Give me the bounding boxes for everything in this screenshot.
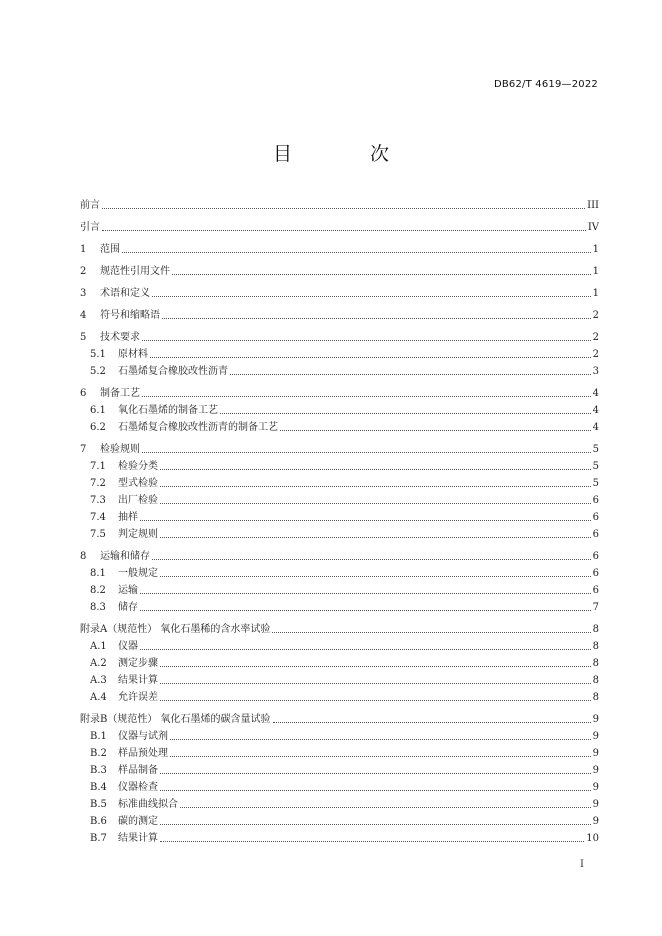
toc-entry-page: 6 <box>592 529 599 540</box>
toc-entry[interactable] <box>80 310 599 321</box>
toc-entry-number: B.6 <box>90 816 107 827</box>
toc-leader-dots <box>102 208 585 209</box>
toc-entry-label: 范围 <box>100 244 120 255</box>
toc-entry[interactable] <box>80 765 599 776</box>
toc-entry[interactable] <box>80 816 599 827</box>
toc-entry-number: B.7 <box>90 833 107 844</box>
toc-entry-number: 6.1 <box>90 405 106 416</box>
toc-entry-number: 6.2 <box>90 422 106 433</box>
toc-entry-number: 7.1 <box>90 461 106 472</box>
toc-entry-page: 6 <box>592 585 599 596</box>
toc-entry-label: 碳的测定 <box>118 816 158 827</box>
toc-entry-number: 8.3 <box>90 602 106 613</box>
toc-entry-page: 9 <box>592 799 599 810</box>
toc-entry-page: 2 <box>592 310 599 321</box>
toc-entry-label: 判定规则 <box>118 529 158 540</box>
toc-leader-dots <box>160 666 591 667</box>
toc-leader-dots <box>160 469 591 470</box>
toc-entry[interactable] <box>80 200 599 211</box>
toc-entry[interactable] <box>80 551 599 562</box>
toc-leader-dots <box>160 841 584 842</box>
toc-entry-number: 7.2 <box>90 478 106 489</box>
toc-entry[interactable] <box>80 714 599 725</box>
toc-entry[interactable] <box>80 495 599 506</box>
toc-entry-page: 8 <box>592 658 599 669</box>
toc-leader-dots <box>152 296 591 297</box>
toc-entry-label: 前言 <box>80 200 100 211</box>
toc-entry-label: 原材料 <box>118 349 148 360</box>
toc-entry-label: 石墨烯复合橡胶改性沥青的制备工艺 <box>118 422 278 433</box>
toc-leader-dots <box>162 318 591 319</box>
toc-entry-page: 9 <box>592 714 599 725</box>
toc-leader-dots <box>230 374 591 375</box>
toc-entry-number: 3 <box>80 288 87 299</box>
toc-leader-dots <box>272 632 590 633</box>
toc-entry-label: 型式检验 <box>118 478 158 489</box>
toc-entry-page: 6 <box>592 551 599 562</box>
toc-leader-dots <box>160 503 591 504</box>
toc-entry-page: III <box>587 200 599 211</box>
toc-entry-number: 7.3 <box>90 495 106 506</box>
toc-entry-label: 制备工艺 <box>100 388 140 399</box>
toc-entry-number: 5.1 <box>90 349 106 360</box>
toc-leader-dots <box>160 576 591 577</box>
toc-entry[interactable] <box>80 405 599 416</box>
toc-entry-label: 储存 <box>118 602 138 613</box>
toc-entry-page: 8 <box>592 675 599 686</box>
toc-entry[interactable] <box>80 585 599 596</box>
toc-entry-label: 附录B（规范性） 氧化石墨烯的碳含量试验 <box>80 714 271 725</box>
toc-entry-page: 4 <box>592 422 599 433</box>
toc-entry-number: A.1 <box>90 641 107 652</box>
toc-leader-dots <box>142 396 591 397</box>
toc-entry-number: 5 <box>80 332 87 343</box>
toc-entry[interactable] <box>80 833 599 844</box>
toc-leader-dots <box>220 413 591 414</box>
toc-entry[interactable] <box>80 512 599 523</box>
toc-entry-page: 1 <box>592 244 599 255</box>
toc-entry-page: 9 <box>592 731 599 742</box>
toc-entry-page: 5 <box>592 478 599 489</box>
toc-entry-page: 9 <box>592 748 599 759</box>
toc-leader-dots <box>140 593 591 594</box>
toc-entry-label: 测定步骤 <box>118 658 158 669</box>
toc-entry-label: 抽样 <box>118 512 138 523</box>
toc-entry-number: A.4 <box>90 692 107 703</box>
toc-entry[interactable] <box>80 444 599 455</box>
toc-entry-number: 2 <box>80 266 87 277</box>
toc-entry-number: 7.4 <box>90 512 106 523</box>
toc-entry[interactable] <box>80 266 599 277</box>
toc-entry[interactable] <box>80 782 599 793</box>
toc-leader-dots <box>180 807 591 808</box>
toc-entry-page: 7 <box>592 602 599 613</box>
toc-entry[interactable] <box>80 658 599 669</box>
toc-entry-number: 1 <box>80 244 87 255</box>
toc-entry-page: 1 <box>592 288 599 299</box>
toc-entry[interactable] <box>80 422 599 433</box>
toc-entry-number: 6 <box>80 388 87 399</box>
toc-entry[interactable] <box>80 675 599 686</box>
toc-entry-label: 样品制备 <box>118 765 158 776</box>
toc-entry-label: 样品预处理 <box>118 748 168 759</box>
toc-leader-dots <box>142 452 591 453</box>
toc-leader-dots <box>280 430 591 431</box>
toc-entry[interactable] <box>80 692 599 703</box>
toc-leader-dots <box>122 252 591 253</box>
toc-entry-number: 5.2 <box>90 366 106 377</box>
toc-entry-label: 附录A（规范性） 氧化石墨稀的含水率试验 <box>80 624 271 635</box>
toc-entry-page: 5 <box>592 444 599 455</box>
toc-leader-dots <box>160 486 591 487</box>
toc-entry-page: 8 <box>592 624 599 635</box>
toc-entry-page: 8 <box>592 692 599 703</box>
toc-entry-page: 9 <box>592 765 599 776</box>
toc-entry-page: 4 <box>592 405 599 416</box>
toc-leader-dots <box>170 739 591 740</box>
toc-entry[interactable] <box>80 388 599 399</box>
toc-entry-number: A.2 <box>90 658 107 669</box>
toc-entry[interactable] <box>80 288 599 299</box>
toc-leader-dots <box>152 559 591 560</box>
toc-entry-page: 2 <box>592 332 599 343</box>
page-title: 目 次 <box>272 143 426 165</box>
toc-entry-page: 6 <box>592 495 599 506</box>
toc-entry-page: 5 <box>592 461 599 472</box>
toc-entry-label: 结果计算 <box>118 675 158 686</box>
toc-entry[interactable] <box>80 244 599 255</box>
toc-entry-label: 符号和缩略语 <box>100 310 160 321</box>
toc-leader-dots <box>160 790 591 791</box>
toc-leader-dots <box>140 610 591 611</box>
toc-entry-label: 标准曲线拟合 <box>118 799 178 810</box>
toc-entry-number: 7 <box>80 444 87 455</box>
toc-entry-page: 2 <box>592 349 599 360</box>
toc-entry-label: 结果计算 <box>118 833 158 844</box>
document-code: DB62/T 4619—2022 <box>493 79 598 90</box>
toc-entry[interactable] <box>80 731 599 742</box>
toc-entry-page: 9 <box>592 816 599 827</box>
toc-entry-page: 3 <box>592 366 599 377</box>
toc-entry-label: 氧化石墨烯的制备工艺 <box>118 405 218 416</box>
toc-entry-number: B.1 <box>90 731 107 742</box>
toc-entry-number: 8.2 <box>90 585 106 596</box>
toc-entry-label: 仪器检查 <box>118 782 158 793</box>
toc-entry[interactable] <box>80 222 599 233</box>
toc-entry[interactable] <box>80 799 599 810</box>
toc-entry[interactable] <box>80 748 599 759</box>
toc-entry[interactable] <box>80 478 599 489</box>
toc-leader-dots <box>142 340 591 341</box>
toc-entry[interactable] <box>80 641 599 652</box>
toc-entry-page: 9 <box>592 782 599 793</box>
toc-entry-number: 7.5 <box>90 529 106 540</box>
toc-leader-dots <box>160 700 591 701</box>
page-number: I <box>580 859 584 870</box>
toc-entry-label: 仪器与试剂 <box>118 731 168 742</box>
toc-leader-dots <box>273 722 591 723</box>
toc-entry-label: 允许误差 <box>118 692 158 703</box>
toc-leader-dots <box>160 824 591 825</box>
toc-entry-number: B.5 <box>90 799 107 810</box>
toc-leader-dots <box>140 649 591 650</box>
toc-entry-label: 技术要求 <box>100 332 140 343</box>
toc-entry-label: 规范性引用文件 <box>100 266 170 277</box>
toc-leader-dots <box>160 683 591 684</box>
table-of-contents <box>80 200 599 844</box>
toc-entry-page: 4 <box>592 388 599 399</box>
toc-entry[interactable] <box>80 332 599 343</box>
toc-entry[interactable] <box>80 366 599 377</box>
toc-entry-label: 一般规定 <box>118 568 158 579</box>
toc-entry-label: 术语和定义 <box>100 288 150 299</box>
toc-entry-number: 8 <box>80 551 87 562</box>
toc-entry[interactable] <box>80 602 599 613</box>
toc-entry-page: 10 <box>586 833 599 844</box>
toc-entry-number: 4 <box>80 310 87 321</box>
toc-entry-number: A.3 <box>90 675 107 686</box>
toc-leader-dots <box>102 230 586 231</box>
toc-entry-page: 6 <box>592 568 599 579</box>
toc-leader-dots <box>160 537 591 538</box>
toc-entry-page: 6 <box>592 512 599 523</box>
toc-entry[interactable] <box>80 568 599 579</box>
toc-leader-dots <box>140 520 591 521</box>
toc-leader-dots <box>160 773 591 774</box>
toc-leader-dots <box>172 274 591 275</box>
toc-entry-number: 8.1 <box>90 568 106 579</box>
toc-entry-number: B.2 <box>90 748 107 759</box>
toc-entry-label: 石墨烯复合橡胶改性沥青 <box>118 366 228 377</box>
toc-entry[interactable] <box>80 624 599 635</box>
toc-entry-page: IV <box>587 222 599 233</box>
toc-entry-label: 仪器 <box>118 641 138 652</box>
toc-entry-number: B.3 <box>90 765 107 776</box>
toc-leader-dots <box>150 357 591 358</box>
toc-entry[interactable] <box>80 349 599 360</box>
toc-entry-label: 检验规则 <box>100 444 140 455</box>
toc-entry[interactable] <box>80 461 599 472</box>
toc-entry-label: 出厂检验 <box>118 495 158 506</box>
toc-entry-label: 检验分类 <box>118 461 158 472</box>
toc-entry-label: 运输 <box>118 585 138 596</box>
toc-entry[interactable] <box>80 529 599 540</box>
toc-entry-page: 8 <box>592 641 599 652</box>
toc-entry-page: 1 <box>592 266 599 277</box>
toc-entry-label: 运输和储存 <box>100 551 150 562</box>
toc-entry-number: B.4 <box>90 782 107 793</box>
toc-leader-dots <box>170 756 591 757</box>
toc-entry-label: 引言 <box>80 222 100 233</box>
